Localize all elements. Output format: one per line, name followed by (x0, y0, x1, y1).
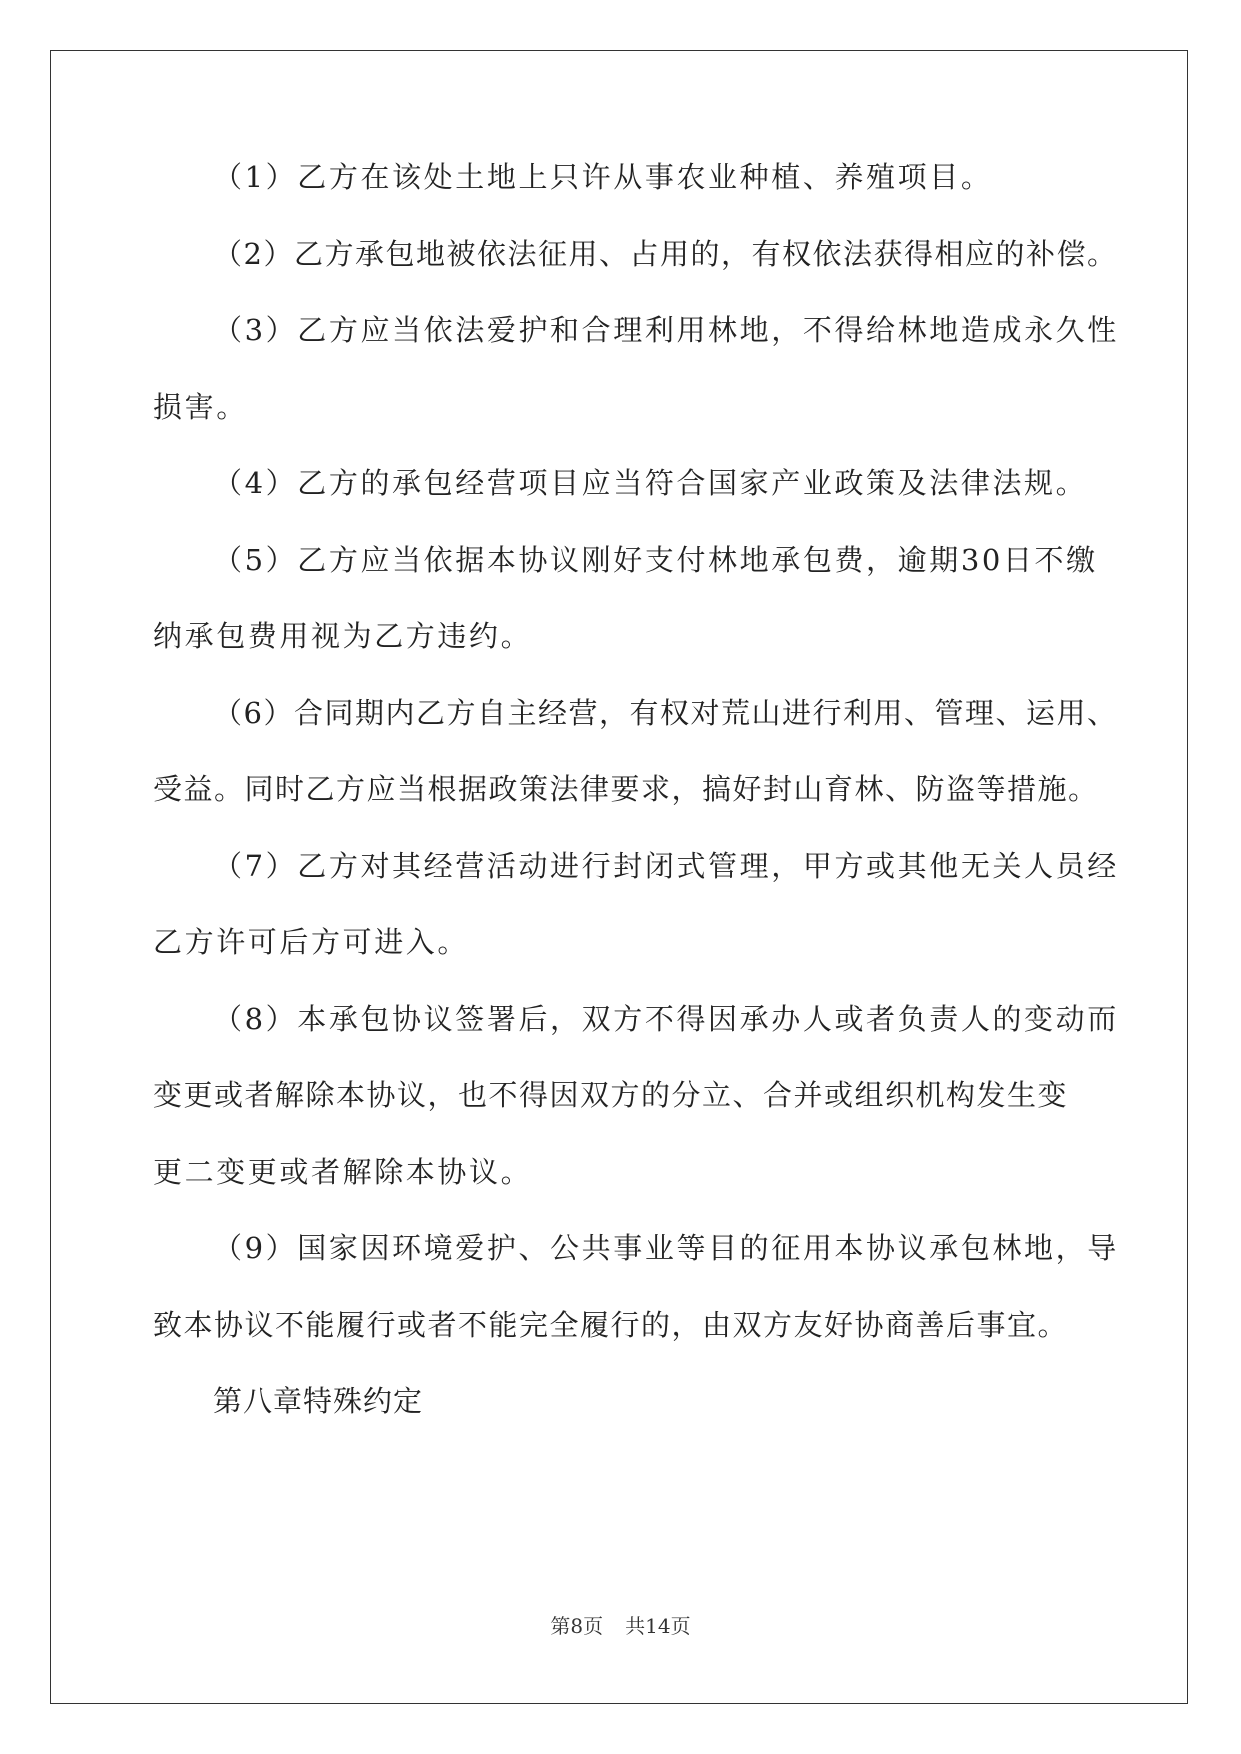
clause-3-continuation: 损害。 (153, 389, 248, 424)
clause-7-continuation: 乙方许可后方可进入。 (153, 925, 470, 959)
chapter-heading: 第八章特殊约定 (213, 1384, 424, 1418)
clause-1-line: （1）乙方在该处土地上只许从事农业种植、养殖项目。 (213, 160, 993, 194)
clause-8-continuation-2: 更二变更或者解除本协议。 (153, 1154, 533, 1189)
clause-6-line: （6）合同期内乙方自主经营，有权对荒山进行利用、管理、运用、 (213, 695, 1118, 730)
document-body (153, 160, 1133, 1461)
clause-9-line: （9）国家因环境爱护、公共事业等目的征用本协议承包林地，导 (213, 1231, 1119, 1265)
page-footer (0, 1610, 1241, 1639)
page-total: 共14页 (625, 1614, 691, 1638)
page-number: 第8页 (550, 1614, 604, 1638)
clause-4-line: （4）乙方的承包经营项目应当符合国家产业政策及法律法规。 (213, 466, 1088, 500)
clause-6-continuation: 受益。同时乙方应当根据政策法律要求，搞好封山育林、防盗等措施。 (153, 772, 1099, 806)
clause-2-line: （2）乙方承包地被依法征用、占用的，有权依法获得相应的补偿。 (213, 236, 1118, 271)
clause-8-continuation-1: 变更或者解除本协议，也不得因双方的分立、合并或组织机构发生变 (153, 1078, 1069, 1112)
clause-7-line: （7）乙方对其经营活动进行封闭式管理，甲方或其他无关人员经 (213, 848, 1119, 883)
clause-3-line: （3）乙方应当依法爱护和合理利用林地，不得给林地造成永久性 (213, 313, 1119, 347)
clause-9-continuation: 致本协议不能履行或者不能完全履行的，由双方友好协商善后事宜。 (153, 1307, 1069, 1342)
clause-5-line: （5）乙方应当依据本协议刚好支付林地承包费，逾期30日不缴 (213, 542, 1098, 577)
clause-5-continuation: 纳承包费用视为乙方违约。 (153, 619, 533, 653)
clause-8-line: （8）本承包协议签署后，双方不得因承办人或者负责人的变动而 (213, 1001, 1119, 1036)
